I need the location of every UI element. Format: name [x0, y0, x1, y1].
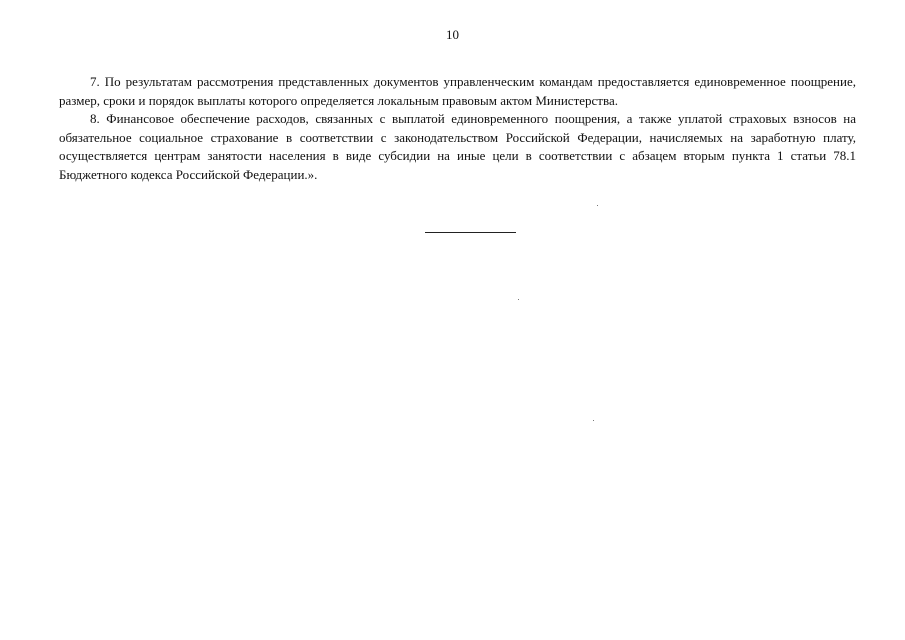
document-body [59, 73, 856, 184]
scan-speck [518, 299, 519, 300]
scan-speck [597, 205, 598, 206]
page-number: 10 [446, 27, 459, 42]
paragraph-8: 8. Финансовое обеспечение расходов, связанных с выплатой единовременного поощрения, а также уплатой страховых взносов на обязательное социальное страхование в соответствии с законодательством Российской Федерации, начисляемых на заработную плату, осуществляется центрам занятости населения в виде субсидии на иные цели в соответствии с абзацем вторым пункта 1 статьи 78.1 Бюджетного кодекса Российской Федерации.». [59, 111, 856, 182]
paragraph-7: 7. По результатам рассмотрения представленных документов управленческим командам предоставляется единовременное поощрение, размер, сроки и порядок выплаты которого определяется локальным правовым актом Министерства. [59, 74, 856, 108]
scan-speck [593, 420, 594, 421]
end-separator-line [425, 232, 516, 233]
